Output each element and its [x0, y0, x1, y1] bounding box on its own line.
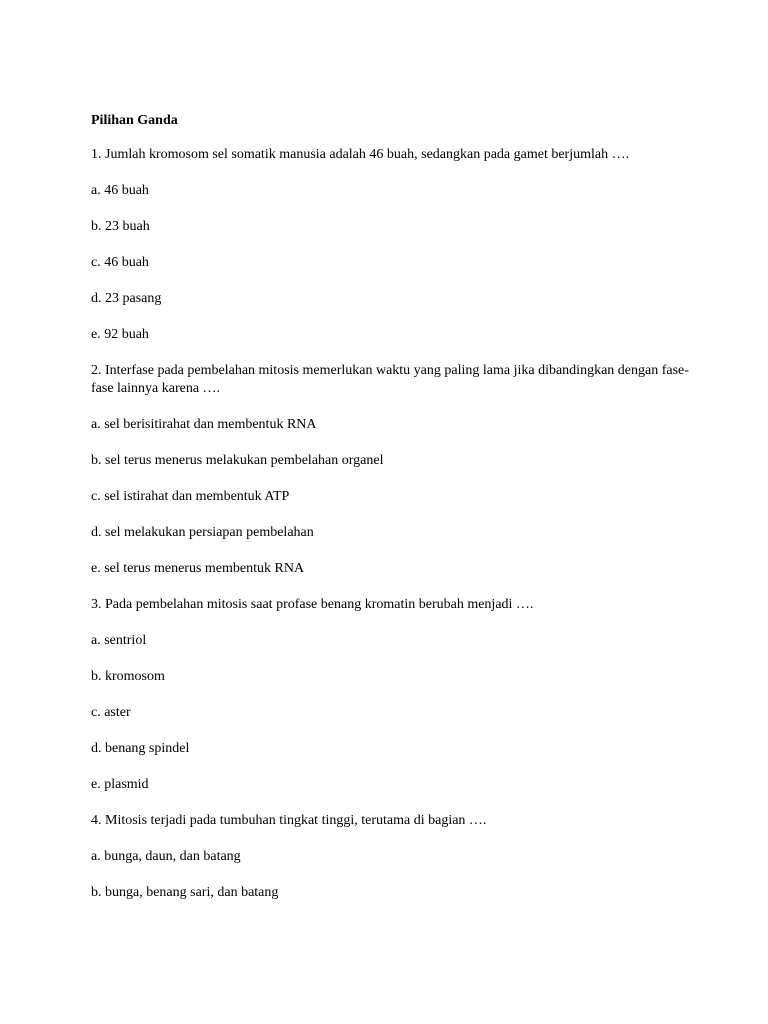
option-d: d. sel melakukan persiapan pembelahan — [91, 525, 314, 540]
option-b: b. sel terus menerus melakukan pembelahan organel — [91, 453, 384, 468]
option-a: a. sentriol — [91, 633, 147, 648]
question-block-2 — [91, 362, 691, 578]
option-c: c. 46 buah — [91, 255, 149, 270]
question-block-3 — [91, 596, 691, 794]
question-block-4 — [91, 812, 691, 902]
option-b: b. bunga, benang sari, dan batang — [91, 885, 279, 900]
option-e: e. plasmid — [91, 777, 149, 792]
option-a: a. 46 buah — [91, 183, 149, 198]
section-heading: Pilihan Ganda — [91, 113, 178, 128]
question-text: 1. Jumlah kromosom sel somatik manusia adalah 46 buah, sedangkan pada gamet berjumlah …. — [91, 147, 630, 162]
option-b: b. kromosom — [91, 669, 165, 684]
option-c: c. sel istirahat dan membentuk ATP — [91, 489, 290, 504]
option-a: a. bunga, daun, dan batang — [91, 849, 241, 864]
option-d: d. benang spindel — [91, 741, 190, 756]
option-e: e. sel terus menerus membentuk RNA — [91, 561, 305, 576]
question-text: 4. Mitosis terjadi pada tumbuhan tingkat tinggi, terutama di bagian …. — [91, 813, 487, 828]
question-text: 2. Interfase pada pembelahan mitosis memerlukan waktu yang paling lama jika dibandingkan dengan fase-fase lainnya karena …. — [91, 363, 689, 396]
question-text: 3. Pada pembelahan mitosis saat profase benang kromatin berubah menjadi …. — [91, 597, 534, 612]
question-block-1 — [91, 146, 691, 344]
option-b: b. 23 buah — [91, 219, 150, 234]
option-e: e. 92 buah — [91, 327, 149, 342]
option-a: a. sel berisitirahat dan membentuk RNA — [91, 417, 317, 432]
option-c: c. aster — [91, 705, 131, 720]
option-d: d. 23 pasang — [91, 291, 162, 306]
document-page — [91, 112, 691, 920]
